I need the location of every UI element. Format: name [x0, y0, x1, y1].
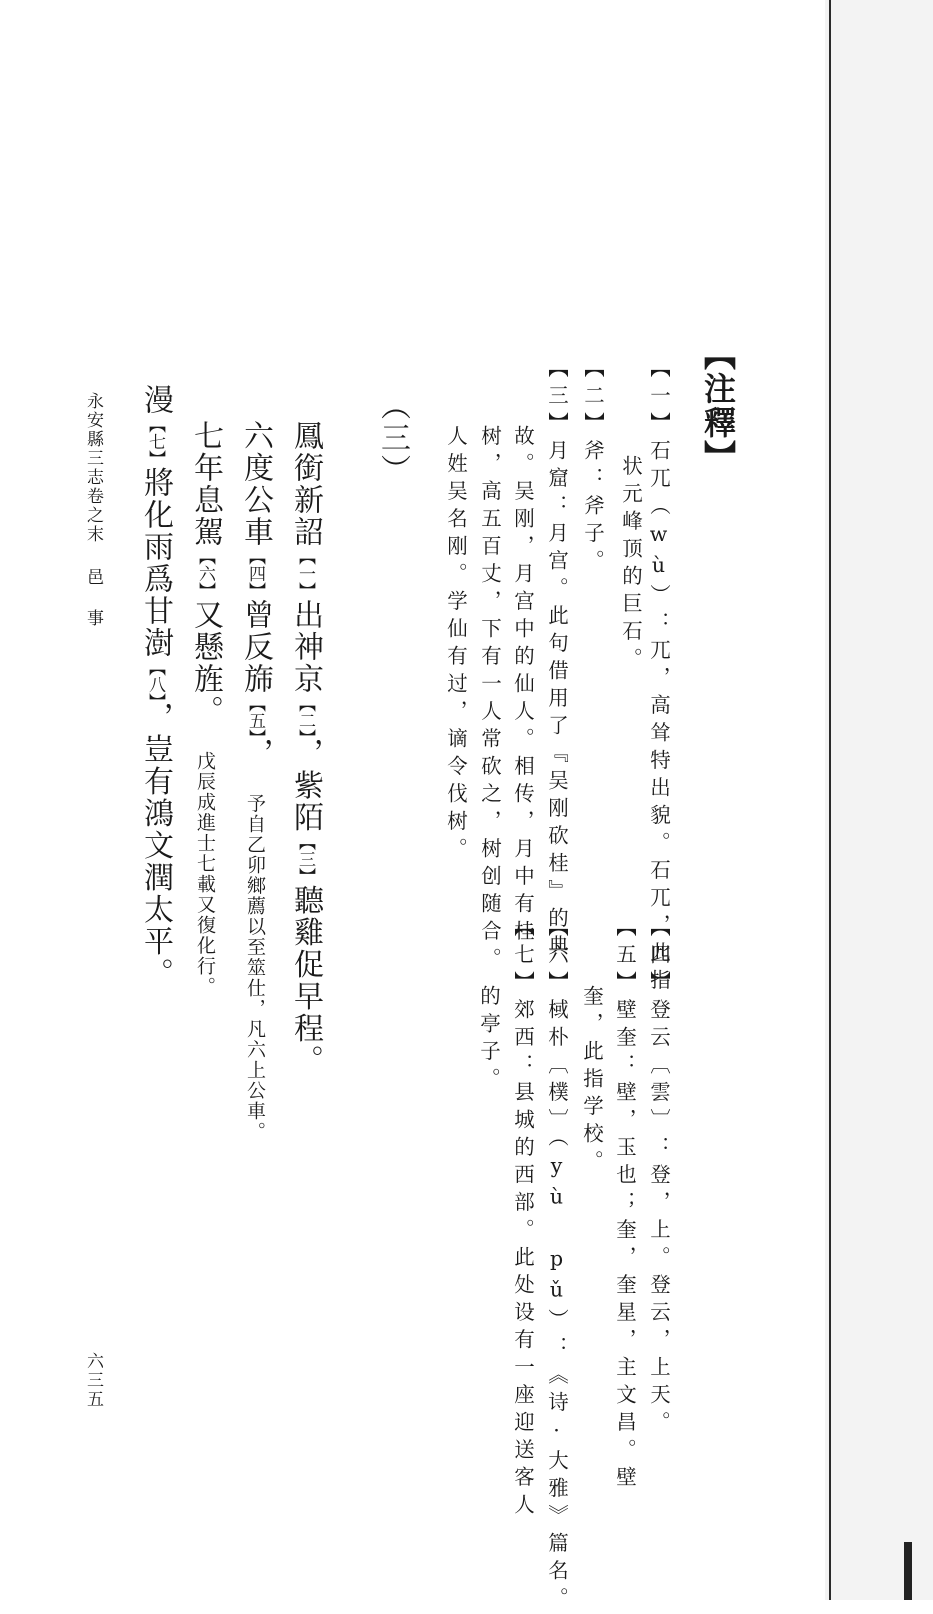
- note-3: 【三】月窟：月宫。此句借用了『吴刚砍桂』的典: [544, 357, 569, 962]
- note-5-continued: 奎，此指学校。: [579, 985, 604, 1178]
- running-head-section: 邑 事: [83, 568, 103, 628]
- note-1: 【一】石兀（wù）：兀，高耸特出貌。石兀，此指: [646, 357, 671, 997]
- page-number: 六三五: [83, 1352, 103, 1409]
- note-3-continued-1: 故。吴刚，月宫中的仙人。相传，月中有桂: [510, 425, 535, 948]
- annotation-marker: 【六】: [195, 548, 215, 599]
- binding-mark: [904, 1542, 912, 1600]
- scan-margin-shading: [825, 0, 933, 1600]
- running-head: [84, 392, 101, 628]
- poem-line-1-part-a: 鳳銜新詔: [288, 420, 323, 548]
- annotation-marker: 【一】: [295, 548, 315, 599]
- poem-line-2-part-a: 六度公車: [238, 420, 273, 548]
- annotation-marker: 【四】: [245, 548, 265, 599]
- annotation-marker: 【二】: [295, 695, 315, 738]
- note-7-continued: 的亭子。: [476, 985, 501, 1095]
- annotation-marker: 【七】: [145, 416, 165, 467]
- poem-line-2-part-c: ，: [238, 737, 273, 770]
- annotation-marker: 【五】: [245, 695, 265, 738]
- note-6: 【六】棫朴〔樸〕（yù pǔ）：《诗·大雅》篇名。: [544, 916, 569, 1614]
- poem-line-1: [288, 420, 323, 1077]
- note-3-continued-2: 树，高五百丈，下有一人常砍之，树创随合。: [477, 425, 502, 975]
- note-1-continued: 状元峰顶的巨石。: [618, 455, 643, 675]
- poem-line-1-part-c: ，紫陌: [288, 737, 323, 834]
- poem-line-3-author-note: 戊辰成進士七載又復化行。: [194, 751, 216, 997]
- note-7: 【七】郊西：县城的西部。此处设有一座迎送客人: [510, 916, 535, 1521]
- poem-line-3: [188, 420, 223, 997]
- note-3-continued-3: 人姓吴名刚。学仙有过，谪令伐树。: [443, 425, 468, 865]
- page-edge-line: [829, 0, 831, 1600]
- notes-heading: 【注釋】: [699, 338, 737, 474]
- poem-line-4-part-c: ，豈有鴻文潤太平。: [138, 701, 173, 990]
- poem-line-3-part-a: 七年息駕: [188, 420, 223, 548]
- note-5: 【五】壁奎：壁，玉也；奎，奎星，主文昌。壁: [612, 916, 637, 1494]
- poem-line-2: [238, 420, 273, 1142]
- poem-line-1-part-d: 聽雞促早程。: [288, 884, 323, 1077]
- poem-title: （三）: [375, 390, 410, 486]
- annotation-marker: 【八】: [145, 659, 165, 702]
- poem-line-2-author-note: 予自乙卯鄉薦以至筮仕，凡六上公車。: [244, 793, 266, 1142]
- poem-line-3-part-b: 又懸旌。: [188, 599, 223, 727]
- poem-line-4: [138, 384, 173, 990]
- note-2: 【二】斧：斧子。: [580, 357, 605, 577]
- poem-line-4-part-b: 將化雨爲甘澍: [138, 467, 173, 659]
- poem-line-4-part-a: 漫: [138, 384, 173, 416]
- annotation-marker: 【三】: [295, 833, 315, 885]
- poem-line-1-part-b: 出神京: [288, 599, 323, 695]
- poem-line-2-part-b: 曾反旆: [238, 599, 273, 695]
- running-head-title: 永安縣三志卷之末: [83, 392, 103, 544]
- note-4: 【四】登云〔雲〕：登，上。登云，上天。: [646, 916, 671, 1439]
